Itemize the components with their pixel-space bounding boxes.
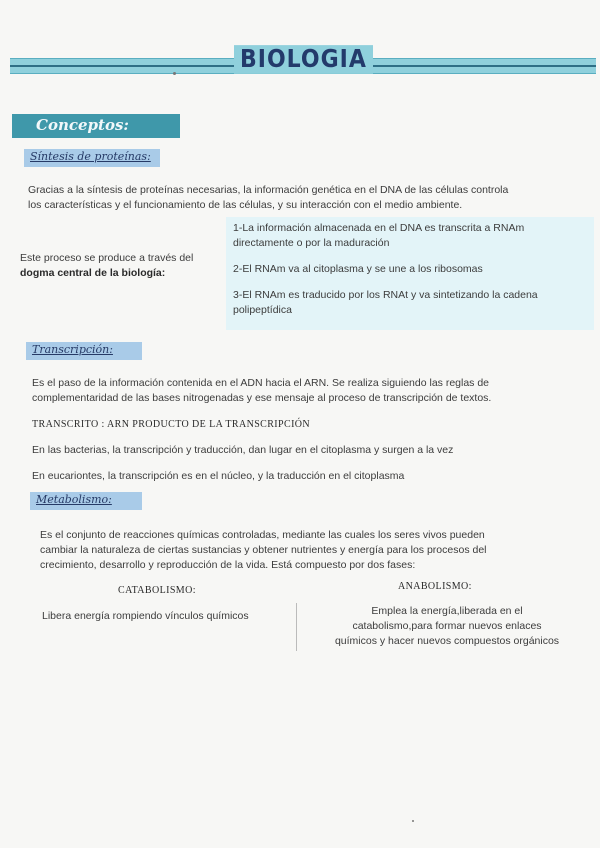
anabolismo-title: ANABOLISMO: [398, 581, 472, 592]
metabolismo-header [30, 492, 142, 510]
paper-speck [412, 820, 414, 822]
sintesis-header [24, 149, 160, 167]
page-title: BIOLOGIA [234, 45, 373, 74]
dogma-process-line-1: Este proceso se produce a través del [20, 252, 194, 264]
dogma-step-3-line-1: 3-El RNAm es traducido por los RNAt y va sintetizando la cadena [233, 289, 538, 301]
dogma-step-1-line-1: 1-La información almacenada en el DNA es transcrita a RNAm [233, 222, 525, 234]
transcripcion-bacterias: En las bacterias, la transcripción y traducción, dan lugar en el citoplasma y surgen a la vez [32, 444, 454, 456]
sintesis-intro-line-2: los características y el funcionamiento de las células, y su interacción con el medio ambiente. [28, 199, 463, 211]
dogma-step-2 [233, 262, 593, 277]
dogma-step-3 [233, 288, 593, 318]
transcripcion-line-2: complementaridad de las bases nitrogenadas y ese mensaje al proceso de transcripción de textos. [32, 392, 492, 404]
dogma-process-line-2: dogma central de la biología: [20, 267, 166, 279]
catabolismo-title: CATABOLISMO: [118, 585, 196, 596]
transcripcion-heading: Transcripción: [32, 343, 113, 356]
sintesis-heading: Síntesis de proteínas: [30, 150, 151, 163]
metabolismo-line-3: crecimiento, desarrollo y reproducción de la vida. Está compuesto por dos fases: [40, 559, 416, 571]
transcripcion-eucariontes: En eucariontes, la transcripción es en el núcleo, y la traducción en el citoplasma [32, 470, 405, 482]
anabolismo-text [302, 604, 592, 649]
metabolismo-definition [40, 528, 594, 573]
metabolismo-line-1: Es el conjunto de reacciones químicas controladas, mediante las cuales los seres vivos pueden [40, 529, 485, 541]
dogma-step-3-line-2: polipeptídica [233, 304, 292, 316]
transcripcion-line-1: Es el paso de la información contenida en el ADN hacia el ARN. Se realiza siguiendo las reglas de [32, 377, 490, 389]
sintesis-intro [28, 183, 594, 213]
metabolismo-heading: Metabolismo: [36, 493, 112, 506]
conceptos-header [12, 114, 180, 138]
dogma-step-1-line-2: directamente o por la maduración [233, 237, 390, 249]
dogma-step-1 [233, 221, 593, 251]
dogma-step-2-line-1: 2-El RNAm va al citoplasma y se une a los ribosomas [233, 263, 483, 275]
paper-speck [173, 72, 176, 75]
anabolismo-line-3: químicos y hacer nuevos compuestos orgánicos [334, 635, 560, 647]
anabolismo-line-1: Emplea la energía,liberada en el [371, 605, 523, 617]
dogma-process [20, 251, 230, 281]
catabolismo-text: Libera energía rompiendo vínculos químicos [42, 610, 249, 622]
transcripcion-header [26, 342, 142, 360]
sintesis-intro-line-1: Gracias a la síntesis de proteínas necesarias, la información genética en el DNA de las células controla [28, 184, 509, 196]
phase-divider [296, 603, 297, 651]
conceptos-label: Conceptos: [36, 116, 129, 134]
anabolismo-line-2: catabolismo,para formar nuevos enlaces [352, 620, 542, 632]
transcripcion-definition [32, 376, 594, 406]
metabolismo-line-2: cambiar la naturaleza de ciertas sustancias y obtener nutrientes y energía para los procesos del [40, 544, 487, 556]
transcrito-label: TRANSCRITO : ARN PRODUCTO DE LA TRANSCRIPCIÓN [32, 419, 311, 430]
